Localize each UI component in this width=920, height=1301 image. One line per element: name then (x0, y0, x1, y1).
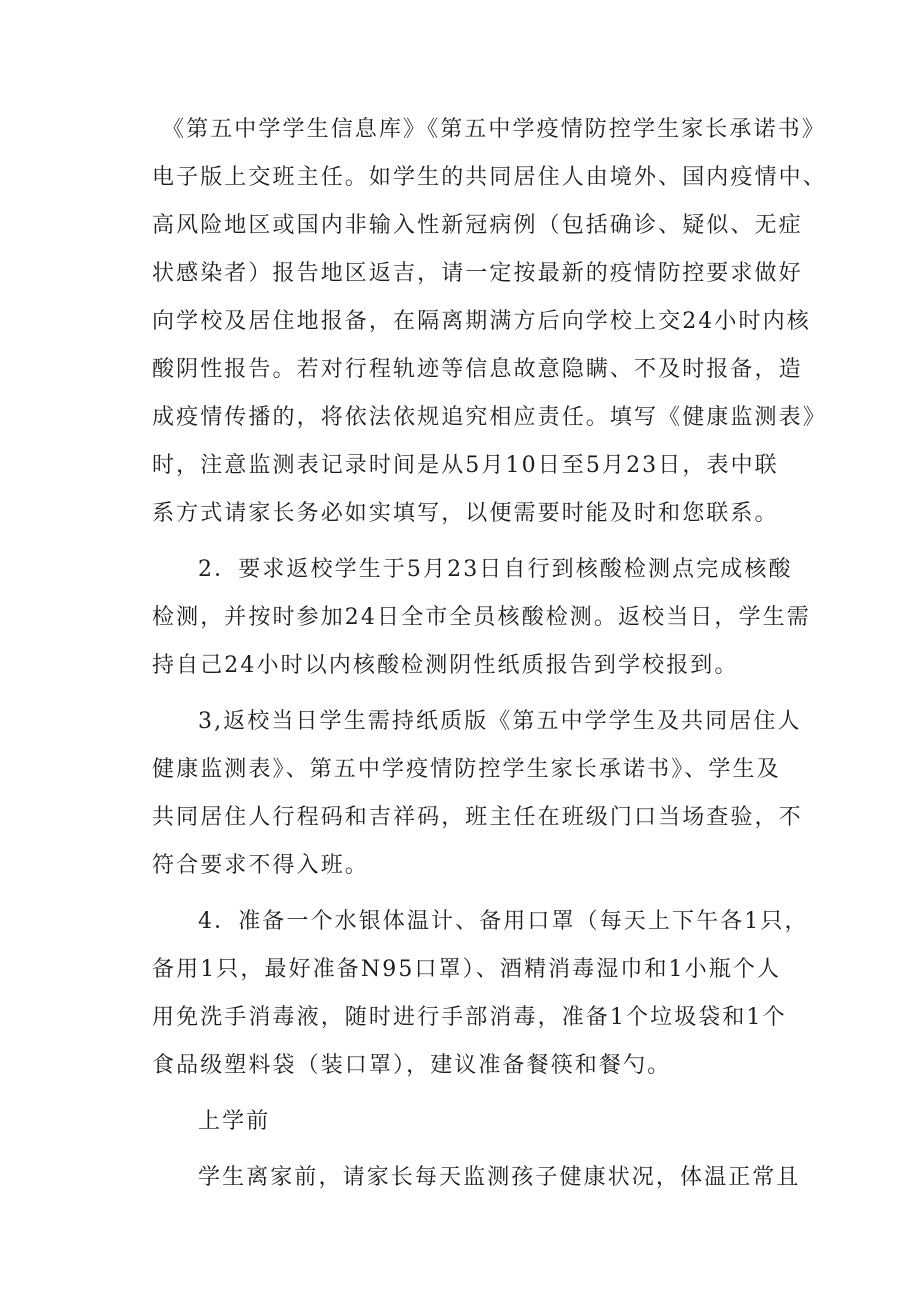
text-line: 《第五中学学生信息库》《第五中学疫情防控学生家长承诺书》 (162, 117, 826, 142)
text-line: 健康监测表》、第五中学疫情防控学生家长承诺书》、学生及 (152, 757, 781, 782)
text-line: 用免洗手消毒液，随时进行手部消毒，准备1个垃圾袋和1个 (152, 1005, 787, 1030)
text-line: 2．要求返校学生于5月23日自行到核酸检测点完成核酸 (198, 557, 793, 582)
text-line: 食品级塑料袋（装口罩），建议准备餐筷和餐勺。 (152, 1053, 672, 1078)
text-line: 成疫情传播的，将依法依规追究相应责任。填写《健康监测表》 (152, 405, 827, 430)
text-line: 符合要求不得入班。 (152, 853, 369, 878)
text-line: 电子版上交班主任。如学生的共同居住人由境外、国内疫情中、 (152, 165, 827, 190)
text-line: 酸阴性报告。若对行程轨迹等信息故意隐瞒、不及时报备，造 (152, 357, 803, 382)
text-line: 持自己24小时以内核酸检测阴性纸质报告到学校报到。 (152, 653, 739, 678)
text-line: 4．准备一个水银体温计、备用口罩（每天上下午各1只， (198, 909, 809, 934)
text-line: 系方式请家长务必如实填写，以便需要时能及时和您联系。 (152, 501, 779, 526)
text-line: 检测，并按时参加24日全市全员核酸检测。返校当日，学生需 (152, 605, 811, 630)
text-line: 时，注意监测表记录时间是从5月10日至5月23日，表中联 (152, 453, 779, 478)
text-line: 共同居住人行程码和吉祥码，班主任在班级门口当场查验，不 (152, 805, 803, 830)
text-line: 学生离家前，请家长每天监测孩子健康状况，体温正常且 (198, 1165, 801, 1190)
text-line: 状感染者）报告地区返吉，请一定按最新的疫情防控要求做好 (152, 261, 803, 286)
text-line: 3,返校当日学生需持纸质版《第五中学学生及共同居住人 (198, 709, 802, 734)
text-line: 备用1只，最好准备N95口罩）、酒精消毒湿巾和1小瓶个人 (152, 957, 782, 982)
document-body (152, 106, 827, 1202)
text-line: 向学校及居住地报备，在隔离期满方后向学校上交24小时内核 (152, 309, 811, 334)
section-heading: 上学前 (198, 1109, 271, 1134)
text-line: 高风险地区或国内非输入性新冠病例（包括确诊、疑似、无症 (152, 213, 803, 238)
